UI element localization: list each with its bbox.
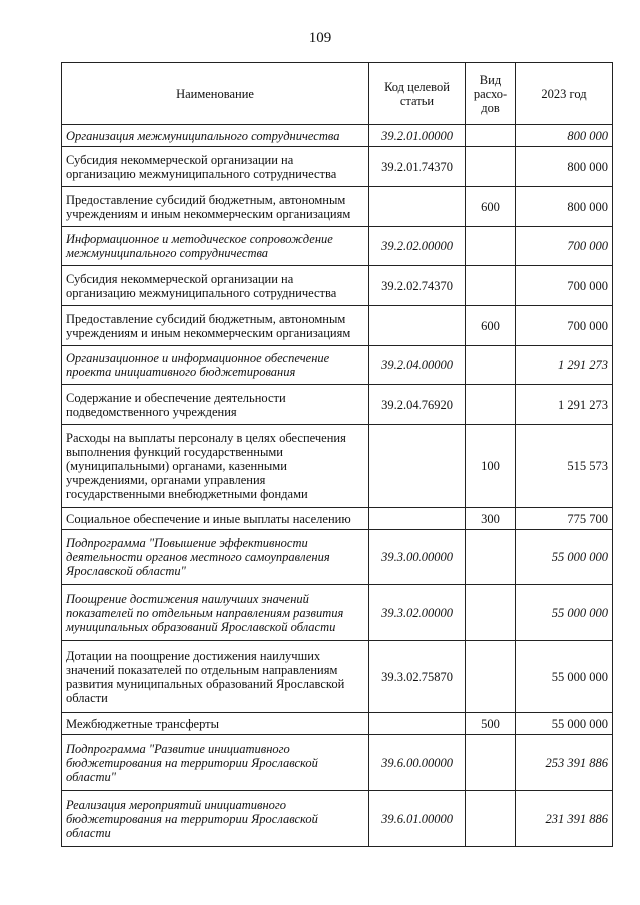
cell-code <box>369 508 466 530</box>
cell-sum: 800 000 <box>516 125 613 147</box>
cell-sum: 775 700 <box>516 508 613 530</box>
cell-type <box>466 266 516 306</box>
table-row <box>62 508 613 530</box>
cell-type <box>466 147 516 187</box>
cell-name: Расходы на выплаты персоналу в целях обеспечения выполнения функций государственными (муниципальными) органами, казенными учреждениями, органами управления государственными внебюджетными фондами <box>62 425 369 508</box>
cell-name: Субсидия некоммерческой организации на организацию межмуниципального сотрудничества <box>62 266 369 306</box>
cell-type: 500 <box>466 713 516 735</box>
cell-type <box>466 735 516 791</box>
table-row <box>62 147 613 187</box>
table-row <box>62 306 613 346</box>
cell-name: Поощрение достижения наилучших значений показателей по отдельным направлениям развития муниципальных образований Ярославской области <box>62 585 369 641</box>
cell-type <box>466 227 516 266</box>
table-row <box>62 735 613 791</box>
table-row <box>62 266 613 306</box>
table-body <box>62 125 613 847</box>
cell-code: 39.6.01.00000 <box>369 791 466 847</box>
cell-code: 39.3.02.00000 <box>369 585 466 641</box>
cell-code: 39.2.02.74370 <box>369 266 466 306</box>
cell-code: 39.3.00.00000 <box>369 530 466 585</box>
cell-sum: 1 291 273 <box>516 385 613 425</box>
cell-code: 39.2.02.00000 <box>369 227 466 266</box>
table-row <box>62 227 613 266</box>
cell-sum: 55 000 000 <box>516 585 613 641</box>
cell-sum: 55 000 000 <box>516 530 613 585</box>
cell-code <box>369 187 466 227</box>
cell-code <box>369 425 466 508</box>
cell-type <box>466 791 516 847</box>
table-row <box>62 346 613 385</box>
cell-type: 600 <box>466 306 516 346</box>
cell-sum: 231 391 886 <box>516 791 613 847</box>
cell-name: Межбюджетные трансферты <box>62 713 369 735</box>
cell-code: 39.2.04.76920 <box>369 385 466 425</box>
cell-name: Предоставление субсидий бюджетным, автономным учреждениям и иным некоммерческим организациям <box>62 187 369 227</box>
table-row <box>62 713 613 735</box>
cell-type: 600 <box>466 187 516 227</box>
cell-sum: 253 391 886 <box>516 735 613 791</box>
cell-code: 39.2.01.00000 <box>369 125 466 147</box>
cell-code <box>369 306 466 346</box>
cell-code: 39.2.01.74370 <box>369 147 466 187</box>
cell-sum: 55 000 000 <box>516 641 613 713</box>
cell-type: 300 <box>466 508 516 530</box>
cell-type <box>466 125 516 147</box>
header-year: 2023 год <box>516 63 613 125</box>
table-row <box>62 385 613 425</box>
cell-name: Организационное и информационное обеспечение проекта инициативного бюджетирования <box>62 346 369 385</box>
cell-name: Дотации на поощрение достижения наилучших значений показателей по отдельным направлениям развития муниципальных образований Ярославской области <box>62 641 369 713</box>
cell-name: Предоставление субсидий бюджетным, автономным учреждениям и иным некоммерческим организациям <box>62 306 369 346</box>
cell-sum: 800 000 <box>516 147 613 187</box>
table-row <box>62 585 613 641</box>
cell-sum: 700 000 <box>516 306 613 346</box>
cell-type <box>466 641 516 713</box>
cell-name: Содержание и обеспечение деятельности подведомственного учреждения <box>62 385 369 425</box>
table-row <box>62 187 613 227</box>
cell-sum: 800 000 <box>516 187 613 227</box>
cell-sum: 700 000 <box>516 266 613 306</box>
cell-code <box>369 713 466 735</box>
table-row <box>62 125 613 147</box>
cell-name: Подпрограмма "Повышение эффективности деятельности органов местного самоуправления Ярославской области" <box>62 530 369 585</box>
cell-type <box>466 346 516 385</box>
cell-sum: 1 291 273 <box>516 346 613 385</box>
cell-sum: 700 000 <box>516 227 613 266</box>
table-row <box>62 530 613 585</box>
header-name: Наименование <box>62 63 369 125</box>
header-code: Код целевой статьи <box>369 63 466 125</box>
table-row <box>62 791 613 847</box>
cell-name: Подпрограмма "Развитие инициативного бюджетирования на территории Ярославской области" <box>62 735 369 791</box>
cell-name: Информационное и методическое сопровождение межмуниципального сотрудничества <box>62 227 369 266</box>
cell-type <box>466 585 516 641</box>
cell-name: Реализация мероприятий инициативного бюджетирования на территории Ярославской области <box>62 791 369 847</box>
cell-code: 39.3.02.75870 <box>369 641 466 713</box>
cell-type: 100 <box>466 425 516 508</box>
cell-code: 39.6.00.00000 <box>369 735 466 791</box>
cell-type <box>466 385 516 425</box>
header-type: Вид расхо-дов <box>466 63 516 125</box>
table-row <box>62 425 613 508</box>
table-row <box>62 641 613 713</box>
cell-sum: 55 000 000 <box>516 713 613 735</box>
cell-name: Организация межмуниципального сотрудничества <box>62 125 369 147</box>
cell-name: Субсидия некоммерческой организации на организацию межмуниципального сотрудничества <box>62 147 369 187</box>
budget-table <box>61 62 613 847</box>
page-number: 109 <box>308 30 332 46</box>
cell-sum: 515 573 <box>516 425 613 508</box>
cell-type <box>466 530 516 585</box>
cell-name: Социальное обеспечение и иные выплаты населению <box>62 508 369 530</box>
cell-code: 39.2.04.00000 <box>369 346 466 385</box>
table-header-row <box>62 63 613 125</box>
